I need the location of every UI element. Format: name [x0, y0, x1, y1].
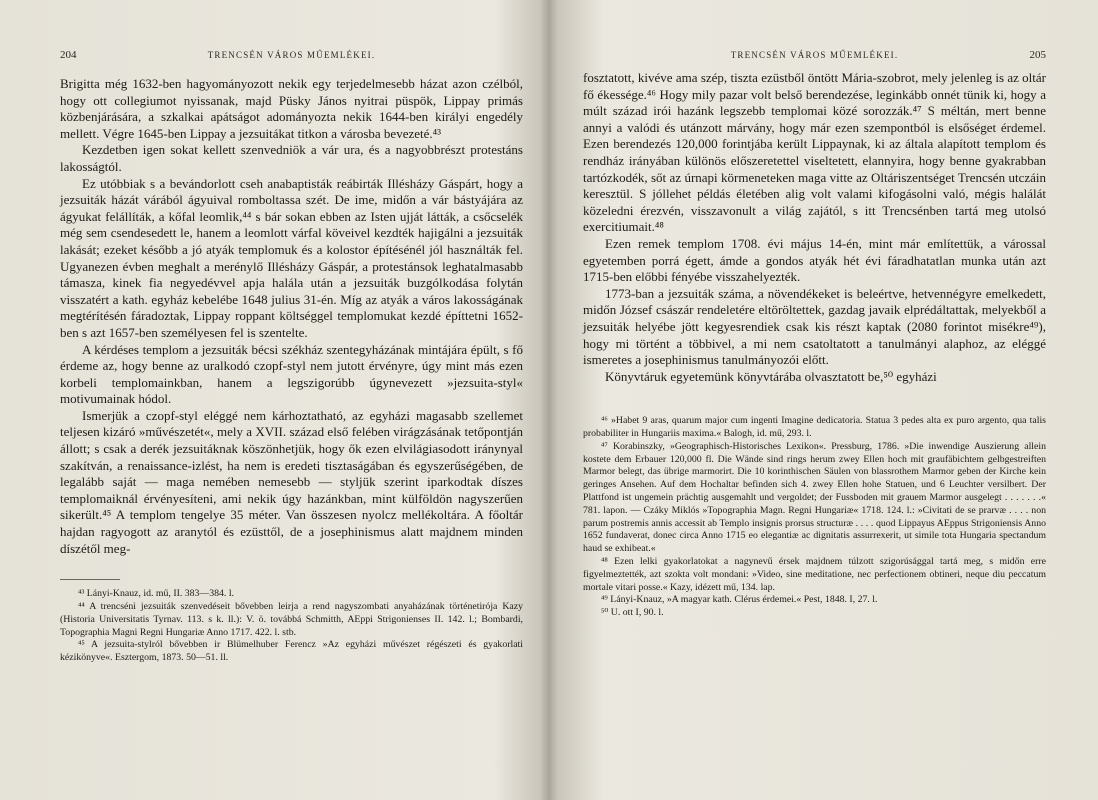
paragraph: Kezdetben igen sokat kellett szenvedniök a vár ura, és a nagyobbrészt protestáns lakosságtól. [60, 142, 523, 174]
running-header [60, 50, 523, 66]
footnotes [583, 415, 1046, 620]
running-head-title: TRENCSÉN VÁROS MŰEMLÉKEI. [207, 50, 376, 60]
footnote: ⁴⁸ Ezen lelki gyakorlatokat a nagynevű érsek majdnem túlzott szigorúsággal tartá meg, s midőn erre figyelmeztették, azt szokta volt mondani: »Video, sine meditatione, nec perfectionem obtineri, neque diu peccatum mortale vitari posse.« Kazy, idézett mű, 134. lap. [583, 556, 1046, 593]
page-number: 204 [60, 49, 77, 61]
footnote: ⁴⁴ A trencsénì jezsuiták szenvedéseit bővebben leirja a rend nagyszombati anyaházának történetirója Kazy (Historia Universitatis Tyrnav. 113. s k. ll.): V. ö. továbbá Schmitth, AEppi Strigonienses II. 142. l.; Bombardi, Topographia Magni Regni Hungariæ Anno 1717. 422. l. stb. [60, 601, 523, 638]
footnote: ⁴⁹ Lányi-Knauz, »A magyar kath. Clérus érdemei.« Pest, 1848. I, 27. l. [601, 594, 878, 606]
paragraph: Ez utóbbiak s a bevándorlott cseh anabaptisták reábirták Illésházy Gáspárt, hogy a jezsuiták házát várából ágyuival romboltassa szét. De ime, midőn a vár bástyájára az ágyukat felállíták, a kőfal leomlik,⁴⁴ s bár sokan ebben az Isten ujját látták, a csőcselék még sem csendesedett le, hanem a leomlott várfal köveivel kezdték hajigálni a jezsuiták lakását; ezeket később a jó atyák templomuk és a kolostor építésénél jól használták fel. Ugyanezen évben meghalt a merénylő Illésházy Gáspár, a protestánsok leghatalmasabb támasza, kinek fia negyedévvel apja halála után a jezsuiták buzgólkodása folytán visszatért a kath. egyház kebelébe 1648 julius 31-én. Míg az atyák a város lakosságának megtérítésén fáradoztak, Lippay roppant költséggel templomukat kezdé építtetni 1652-ben s azt 1657-ben személyesen fel is szentelte. [60, 175, 523, 340]
paragraph: Brigitta még 1632-ben hagyományozott nekik egy terjedelmesebb házat azon czélból, hogy ott collegiumot nyissanak, majd Püsky János nyitrai püspök, Lippay primás közbenjárására, a szkalkai apátságot adományozta nekik 1644-ben királyi engedély mellett. Végre 1645-ben Lippay a jezsuitákat titkon a városba bevezeté.⁴³ [60, 76, 523, 141]
running-header [583, 50, 1046, 66]
footnote: ⁴⁶ »Habet 9 aras, quarum major cum ingenti Imagine dedicatoria. Statua 3 pedes alta ex puro argento, qua talis probabiliter in Hungariis maxima.« Balogh, id. mű, 293. l. [583, 415, 1046, 440]
footnotes [60, 588, 523, 665]
paragraph: Könyvtáruk egyetemünk könyvtárába olvasztatott be,⁵⁰ egyházi [605, 368, 937, 384]
footnote: ⁵⁰ U. ott I, 90. l. [601, 607, 664, 619]
paragraph: A kérdéses templom a jezsuiták bécsi székház szentegyházának mintájára épült, s fő érdeme az, hogy benne az uralkodó czopf-styl nem jutott érvényre, úgy mint más ezen korbeli templomainkban, hanem a legszigorúbb úgynevezett »jezsuita-styl« motivumainak hódol. [60, 341, 523, 407]
page-number: 205 [1029, 49, 1046, 61]
footnote-rule [60, 579, 120, 580]
paragraph: Ismerjük a czopf-styl eléggé nem kárhoztatható, az egyházi magasabb szellemet teljesen kizáró »művészetét«, mely a XVII. század első felében virágzásának tetőpontján állott; s csak a derék jezsuitáknak köszönhetjük, hogy ők ezen elvilágiasodott iránynyal szakítván, a renaissance-izlést, ha nem is eredeti tisztaságában és egyszerűségében, de legalább saját — maga nemében nemesebb — styljük szerint iparkodtak díszes templomaiknál érvényesíteni, ami nekik úgy hazánkban, mint külföldön nagyszerűen sikerült.⁴⁵ A templom tengelye 35 méter. Van összesen nyolcz mellékoltára. A főoltár hajdan ragyogott az aranytól és ezüsttől, de a josephinismus alatt majdnem minden díszétől meg- [60, 407, 523, 556]
right-page [549, 0, 1098, 800]
footnote: ⁴⁵ A jezsuita-stylról bővebben ir Blümelhuber Ferencz »Az egyházi művészet régészeti és gyakorlati kézikönyve«. Esztergom, 1873. 50—51. ll. [60, 639, 523, 664]
paragraph: fosztatott, kivéve ama szép, tiszta ezüstből öntött Mária-szobrot, mely jelenleg is az oltár fő ékessége.⁴⁶ Hogy mily pazar volt belső berendezése, leginkább onnét tünik ki, hogy a múlt század irói hazánk legszebb templomai közé sorozzák.⁴⁷ S méltán, mert benne annyi a valódi és utánzott márvány, hogy már ezen szempontból is elsőséget érdemel. Ezen berendezés 120,000 forintjába került Lippaynak, ki az általa alapított templom és rendház irányában különös előszeretettel viseltetett, elannyira, hogy benne gyakrabban tartózkodék, sőt az úrnapi körmeneteken maga vitte az Oltáriszentséget Trencsén utczáin keresztül. S jóllehet példás életében alig volt valami kifogásolni való, mégis halálát közeledni érezvén, visszavonult a világ zajától, s itt Trencsénben tartá meg utolsó exercitiumait.⁴⁸ [583, 70, 1046, 235]
footnote: ⁴⁷ Korabinszky, »Geographisch-Historisches Lexikon«. Pressburg, 1786. »Die inwendige Auszierung allein kostete dem Erbauer 120,000 fl. Die Wände sind rings herum zwey Ellen hoch mit graufäbichtem gelbgestreiften Marmor belegt, das übrige marmorirt. Die 10 korinthischen Säulen von blassrothem Marmor geben der Kirche kein geringes Ansehen. Auf dem Hochaltar befinden sich 4. zwey Ellen hohe Statuen, und 6 Leuchter versilbert. Der Plattfond ist ungemein prächtig ausgemahlt und vergoldet; der Fussboden mit grauem Marmor ausgelegt . . . . . . .« 781. lapon. — Czáky Miklós »Topographia Magn. Regni Hungariæ« 1718. 124. l.: »Civitati de se prarvæ . . . . non parum postremis annis accessit ab Templo insignis prorsus structuræ . . . . quod Lippayus AEppus Strigoniensis Anno 1652 fundaverat, donec circa Anno 1715 eo elegantiæ ac dignitatis assurrexerit, ut simile tota Hungaria spectandum haud se exhibeat.« [583, 440, 1046, 555]
body-text [60, 76, 523, 557]
paragraph: 1773-ban a jezsuiták száma, a növendékeket is beleértve, hetvennégyre emelkedett, midőn József császár rendeletére eltöröltettek, gazdag javaik elprédáltattak, melyekből a jezsuiták helyébe jött kegyesrendiek csak kis részt kaptak (2080 forintot misékre⁴⁹), hogy mi történt a többivel, a mi nem csatoltatott a tanulmányi alaphoz, az eléggé ismeretes a josephinismus tanulmányozói előtt. [583, 285, 1046, 368]
running-head-title: TRENCSÉN VÁROS MŰEMLÉKEI. [730, 50, 899, 60]
body-text [583, 70, 1046, 385]
footnote: ⁴³ Lányi-Knauz, id. mű, II. 383—384. l. [78, 588, 234, 600]
paragraph: Ezen remek templom 1708. évi május 14-én, mint már említettük, a várossal egyetemben porrá égett, ámde a gondos atyák hét évi fáradhatatlan munka után azt 1715-ben előbbi fényébe visszahelyezték. [583, 235, 1046, 285]
